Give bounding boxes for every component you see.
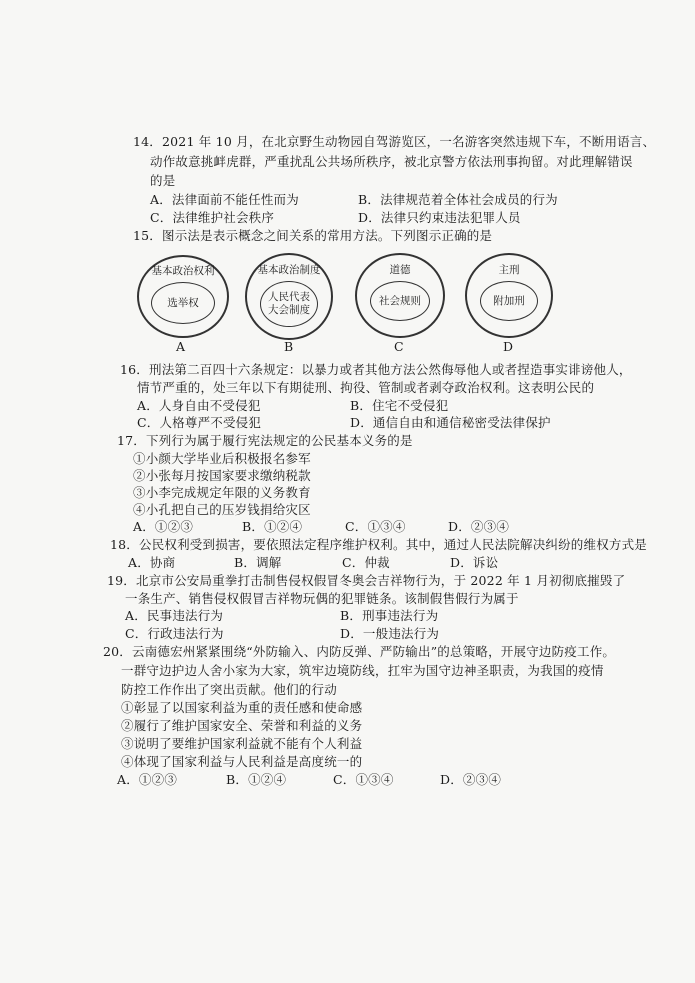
q17-option-d: D．②③④ [448,519,510,534]
q16-option-d: D．通信自由和通信秘密受法律保护 [350,415,551,430]
q14-stem-line3: 的是 [150,173,176,188]
q19-stem-line2: 一条生产、销售侵权假冒吉祥物玩偶的犯罪链条。该制假售假行为属于 [125,591,519,606]
q16-option-c: C．人格尊严不受侵犯 [137,415,262,430]
q18-option-c: C．仲裁 [342,555,390,570]
diagram-a-inner-label: 选举权 [167,296,199,309]
q17-statement-1: ①小颜大学毕业后积极报名参军 [133,451,311,466]
q20-statement-2: ②履行了维护国家安全、荣誉和利益的义务 [121,718,363,733]
q16-option-a: A．人身自由不受侵犯 [137,398,261,413]
diagram-a-label: A [176,339,186,354]
q19-stem-line1: 19．北京市公安局重拳打击制售侵权假冒冬奥会吉祥物行为，于 2022 年 1 月初彻底摧毁了 [107,573,626,588]
q15-stem: 15．图示法是表示概念之间关系的常用方法。下列图示正确的是 [133,228,493,243]
q14-option-a: A．法律面前不能任性而为 [150,192,299,207]
q17-statement-4: ④小孔把自己的压岁钱捐给灾区 [133,502,311,517]
q17-statement-3: ③小李完成规定年限的义务教育 [133,485,311,500]
q19-option-d: D．一般违法行为 [340,626,440,641]
diagram-b-label: B [284,339,294,354]
q14-stem-line1: 14．2021 年 10 月，在北京野生动物园自驾游览区，一名游客突然违规下车，不断用语言、 [133,134,656,149]
q16-stem-line1: 16．刑法第二百四十六条规定：以暴力或者其他方法公然侮辱他人或者捏造事实诽谤他人， [120,362,632,377]
q17-statement-2: ②小张每月按国家要求缴纳税款 [133,468,311,483]
diagram-b-inner-label-line2: 大会制度 [268,304,310,316]
q20-option-b: B．①②④ [226,772,287,787]
diagram-d-outer-circle [465,253,553,338]
q20-statement-1: ①彰显了以国家利益为重的责任感和使命感 [121,700,363,715]
q14-option-b: B．法律规范着全体社会成员的行为 [358,192,558,207]
q20-stem-line1: 20．云南德宏州紧紧围绕“外防输入、内防反弹、严防输出”的总策略，开展守边防疫工作。 [103,644,616,659]
diagram-c-label: C [394,339,404,354]
q18-option-b: B．调解 [234,555,282,570]
q20-statement-4: ④体现了国家利益与人民利益是高度统一的 [121,754,363,769]
diagram-d-inner-circle [480,281,538,321]
diagram-d-inner-label: 附加刑 [493,294,525,307]
q20-option-a: A．①②③ [117,772,178,787]
diagram-c-inner-circle [370,281,430,321]
q20-stem-line3: 防控工作作出了突出贡献。他们的行动 [121,682,337,697]
q17-option-b: B．①②④ [242,519,303,534]
q20-option-c: C．①③④ [333,772,394,787]
q17-option-c: C．①③④ [345,519,406,534]
diagram-b-inner-circle [260,281,318,327]
diagram-c-outer-label: 道德 [389,264,411,276]
q16-stem-line2: 情节严重的，处三年以下有期徒刑、拘役、管制或者剥夺政治权利。这表明公民的 [137,380,595,395]
q19-option-b: B．刑事违法行为 [340,608,439,623]
diagram-b-outer-label: 基本政治制度 [257,264,321,276]
q14-option-c: C．法律维护社会秩序 [150,210,275,225]
q18-option-a: A．协商 [128,555,176,570]
q20-option-d: D．②③④ [440,772,502,787]
diagram-a-inner-circle [151,282,215,324]
q14-option-d: D．法律只约束违法犯罪人员 [358,210,521,225]
q18-option-d: D．诉讼 [450,555,499,570]
q19-option-c: C．行政违法行为 [125,626,224,641]
q20-stem-line2: 一群守边护边人舍小家为大家，筑牢边境防线，扛牢为国守边神圣职责，为我国的疫情 [121,663,604,678]
diagram-b-outer-circle [245,253,333,340]
q17-option-a: A．①②③ [133,519,194,534]
diagram-d-label: D [503,339,514,354]
diagram-c-outer-circle [355,253,445,338]
q18-stem: 18．公民权利受到损害，要依照法定程序维护权利。其中，通过人民法院解决纠纷的维权方式是 [110,537,648,552]
q20-statement-3: ③说明了要维护国家利益就不能有个人利益 [121,736,363,751]
q17-stem: 17．下列行为属于履行宪法规定的公民基本义务的是 [117,433,413,448]
q14-stem-line2: 动作故意挑衅虎群，严重扰乱公共场所秩序，被北京警方依法刑事拘留。对此理解错误 [150,154,633,169]
diagram-b-inner-label-line1: 人民代表 [268,291,310,303]
diagram-d-outer-label: 主刑 [498,264,520,276]
diagram-a-outer-label: 基本政治权利 [151,265,215,277]
q19-option-a: A．民事违法行为 [125,608,224,623]
q16-option-b: B．住宅不受侵犯 [350,398,449,413]
diagram-a-outer-circle [137,255,229,338]
diagram-c-inner-label: 社会规则 [379,294,421,307]
